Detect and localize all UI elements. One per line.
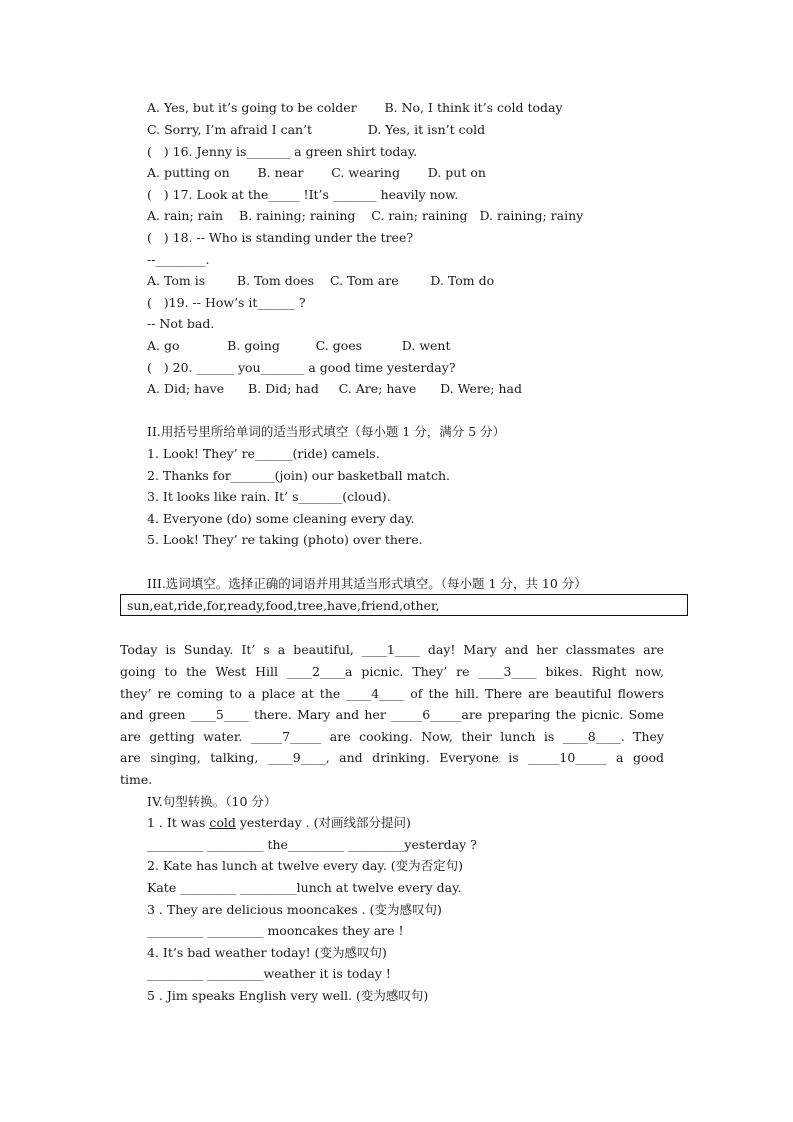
- part4-question-3: 3 . They are delicious mooncakes . (变为感叹句): [147, 902, 442, 917]
- q15-options-cd: C. Sorry, I’m afraid I can’t D. Yes, it isn’t cold: [147, 122, 486, 137]
- part4-answer-2: Kate _________ _________lunch at twelve every day.: [147, 880, 462, 895]
- passage-line-3: they’ re coming to a place at the ____4____ of the hill. There are beautiful flowers: [120, 686, 664, 701]
- q1-text-pre: 1 . It was: [147, 815, 210, 830]
- q19-reply: -- Not bad.: [147, 316, 215, 331]
- part4-question-5: 5 . Jim speaks English very well. (变为感叹句): [147, 988, 429, 1003]
- question-18: ( ) 18. -- Who is standing under the tree?: [147, 230, 414, 245]
- question-19: ( )19. -- How’s it______ ?: [147, 295, 306, 310]
- word-bank: sun,eat,ride,for,ready,food,tree,have,friend,other,: [127, 598, 440, 613]
- part2-item-5: 5. Look! They’ re taking (photo) over there.: [147, 532, 423, 547]
- passage-line-4: and green ____5____ there. Mary and her _____6_____are preparing the picnic. Some: [120, 707, 664, 722]
- part4-answer-1: _________ _________ the_________ _________yesterday ?: [147, 837, 477, 852]
- part2-item-3: 3. It looks like rain. It’ s_______(cloud).: [147, 489, 391, 504]
- part2-title: II.用括号里所给单词的适当形式填空（每小题 1 分，满分 5 分）: [147, 424, 506, 439]
- q16-options: A. putting on B. near C. wearing D. put on: [147, 165, 486, 180]
- passage-line-7: time.: [120, 772, 153, 787]
- question-16: ( ) 16. Jenny is_______ a green shirt today.: [147, 144, 418, 159]
- part4-answer-4: _________ _________weather it is today !: [147, 966, 391, 981]
- question-20: ( ) 20. ______ you_______ a good time yesterday?: [147, 360, 456, 375]
- q17-options: A. rain; rain B. raining; raining C. rain; raining D. raining; rainy: [147, 208, 584, 223]
- part2-item-2: 2. Thanks for_______(join) our basketball match.: [147, 468, 450, 483]
- q15-options-ab: A. Yes, but it’s going to be colder B. No, I think it’s cold today: [147, 100, 563, 115]
- part4-answer-3: _________ _________ mooncakes they are !: [147, 923, 404, 938]
- part4-question-4: 4. It’s bad weather today! (变为感叹句): [147, 945, 387, 960]
- passage-line-1: Today is Sunday. It’ s a beautiful, ____1____ day! Mary and her classmates are: [120, 642, 664, 657]
- q18-options: A. Tom is B. Tom does C. Tom are D. Tom do: [147, 273, 495, 288]
- part4-question-1: [147, 815, 411, 831]
- q20-options: A. Did; have B. Did; had C. Are; have D. Were; had: [147, 381, 522, 396]
- q18-answer-blank: --________.: [147, 252, 210, 267]
- passage-line-5: are getting water. _____7_____ are cooking. Now, their lunch is ____8____. They: [120, 729, 664, 744]
- part2-item-1: 1. Look! They’ re______(ride) camels.: [147, 446, 380, 461]
- part4-question-2: 2. Kate has lunch at twelve every day. (变为否定句): [147, 858, 464, 873]
- passage-line-2: going to the West Hill ____2____a picnic. They’ re ____3____ bikes. Right now,: [120, 664, 664, 679]
- part3-title: III.选词填空。选择正确的词语并用其适当形式填空。（每小题 1 分，共 10 分）: [147, 576, 587, 591]
- q19-options: A. go B. going C. goes D. went: [147, 338, 451, 353]
- q1-underlined-word: cold: [209, 815, 236, 830]
- question-17: ( ) 17. Look at the_____ !It’s _______ heavily now.: [147, 187, 459, 202]
- q1-text-post: yesterday . (对画线部分提问): [235, 815, 411, 830]
- part2-item-4: 4. Everyone (do) some cleaning every day.: [147, 511, 415, 526]
- word-bank-box: [120, 594, 688, 616]
- passage-line-6: are singing, talking, ____9____, and drinking. Everyone is _____10_____ a good: [120, 750, 664, 765]
- part4-title: IV.句型转换。（10 分）: [147, 794, 277, 809]
